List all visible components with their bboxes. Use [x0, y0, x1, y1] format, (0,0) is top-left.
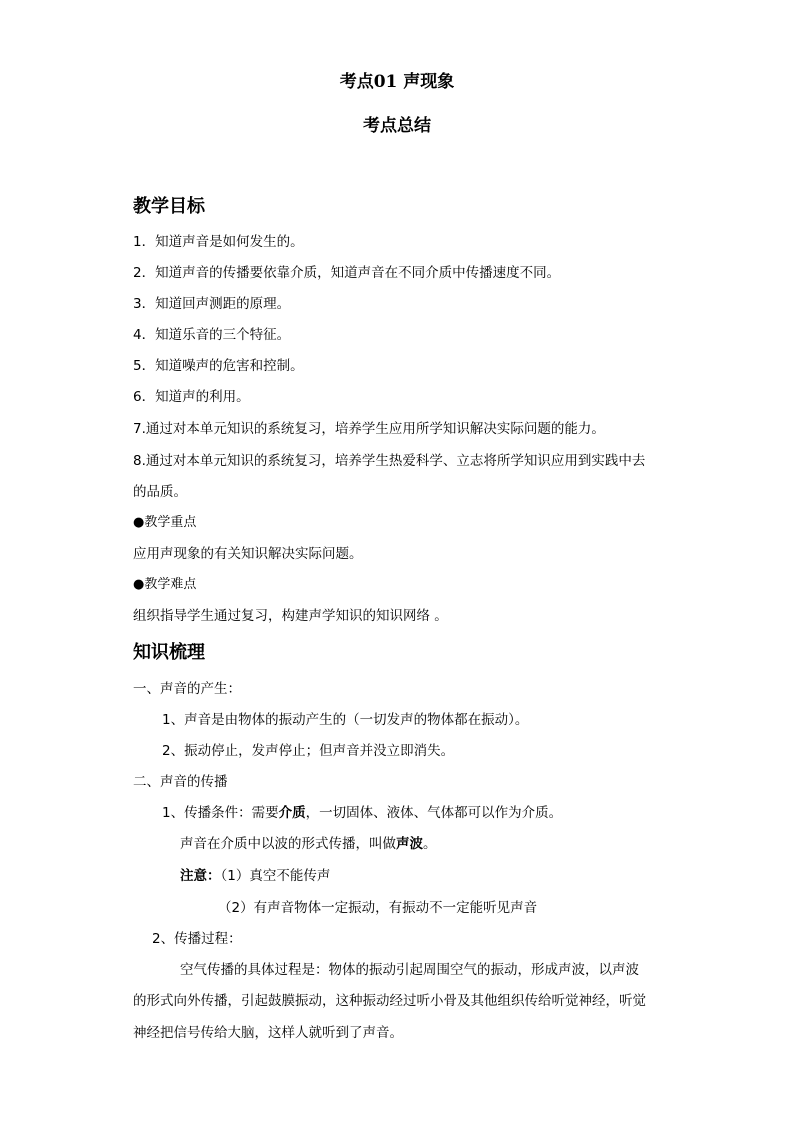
propagation-process-text: 空气传播的具体过程是：物体的振动引起周围空气的振动，形成声波，以声波: [180, 962, 639, 978]
goal-item: 8.通过对本单元知识的系统复习，培养学生热爱科学、立志将所学知识应用到实践中去: [133, 453, 646, 469]
goal-item: 7.通过对本单元知识的系统复习，培养学生应用所学知识解决实际问题的能力。: [133, 421, 605, 437]
note-label: 注意：: [180, 868, 221, 884]
difficulty-label: ●教学难点: [133, 577, 197, 592]
sound-wave-pre: 声音在介质中以波的形式传播，叫做: [180, 836, 396, 852]
section-sound-propagation-title: 二、声音的传播: [133, 774, 228, 790]
term-medium: 介质: [278, 805, 306, 821]
sound-production-item: 2、振动停止，发声停止；但声音并没立即消失。: [162, 743, 455, 759]
goal-item: 5．知道噪声的危害和控制。: [133, 358, 304, 374]
goal-item: 6．知道声的利用。: [133, 389, 250, 405]
key-points-text: 应用声现象的有关知识解决实际问题。: [133, 546, 363, 562]
sound-wave-post: 。: [423, 836, 437, 852]
note-line-1: [180, 866, 330, 886]
section-heading-goals: 教学目标: [133, 196, 205, 217]
note-line-2: （2）有声音物体一定振动，有振动不一定能听见声音: [218, 900, 538, 916]
note-item: （1）真空不能传声: [220, 868, 331, 884]
propagation-condition: [162, 803, 562, 823]
goal-item: 3．知道回声测距的原理。: [133, 296, 291, 312]
sound-production-item: 1、声音是由物体的振动产生的（一切发声的物体都在振动）。: [162, 712, 529, 728]
goal-item: 2．知道声音的传播要依靠介质，知道声音在不同介质中传播速度不同。: [133, 265, 561, 281]
sound-wave-definition: [180, 834, 437, 854]
key-points-label: ●教学重点: [133, 515, 197, 530]
propagation-process-title: 2、传播过程：: [152, 931, 242, 947]
goal-item: 1．知道声音是如何发生的。: [133, 234, 304, 250]
document-subtitle: 考点总结: [363, 116, 431, 136]
section-heading-knowledge: 知识梳理: [133, 642, 205, 663]
goal-item: 4．知道乐音的三个特征。: [133, 327, 291, 343]
goal-item: 的品质。: [133, 484, 187, 500]
propagation-process-text: 的形式向外传播，引起鼓膜振动，这种振动经过听小骨及其他组织传给听觉神经，听觉: [133, 993, 646, 1009]
document-title: 考点01 声现象: [339, 72, 455, 92]
term-sound-wave: 声波: [396, 836, 423, 852]
section-sound-production-title: 一、声音的产生：: [133, 681, 241, 697]
propagation-condition-pre: 1、传播条件：需要: [162, 805, 279, 821]
propagation-condition-post: ，一切固体、液体、气体都可以作为介质。: [305, 805, 563, 821]
propagation-process-text: 神经把信号传给大脑，这样人就听到了声音。: [133, 1025, 403, 1041]
difficulty-text: 组织指导学生通过复习，构建声学知识的知识网络 。: [133, 608, 448, 624]
